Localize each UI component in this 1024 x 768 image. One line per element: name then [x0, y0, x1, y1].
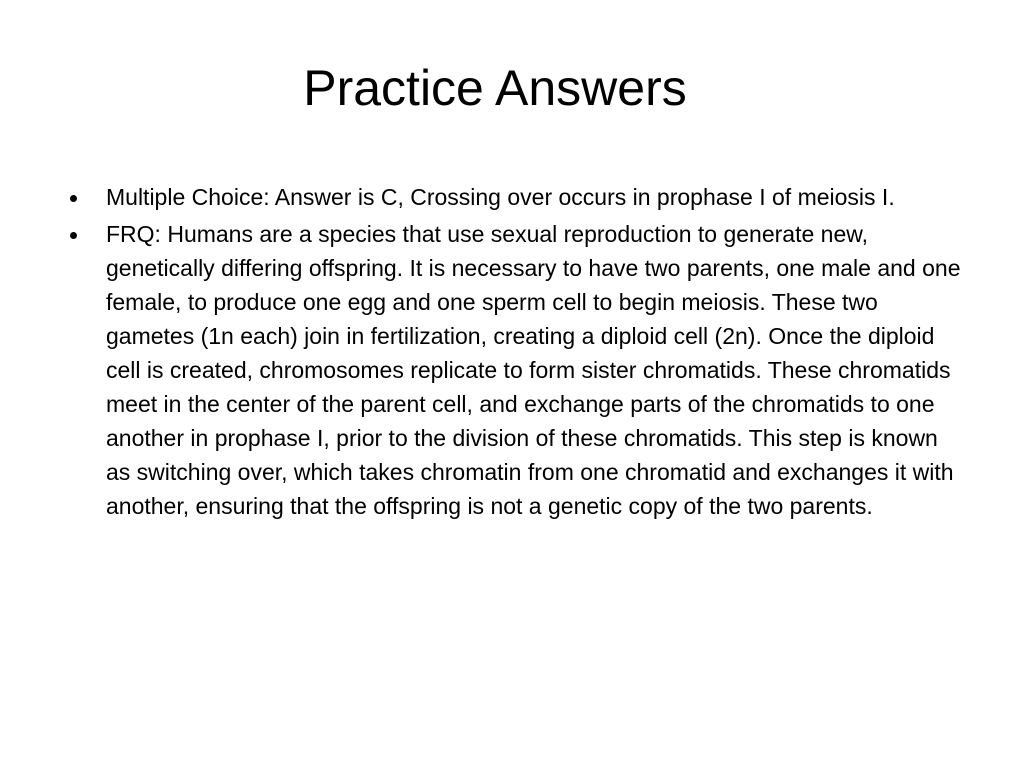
bullet-item-frq	[68, 217, 968, 523]
bullet-item-multiple-choice	[68, 180, 968, 214]
bullet-text: FRQ: Humans are a species that use sexual reproduction to generate new, genetically differing offspring. It is necessary to have two parents, one male and one female, to produce one egg and one sperm cell to begin meiosis. These two gametes (1n each) join in fertilization, creating a diploid cell (2n). Once the diploid cell is created, chromosomes replicate to form sister chromatids. These chromatids meet in the center of the parent cell, and exchange parts of the chromatids to one another in prophase I, prior to the division of these chromatids. This step is known as switching over, which takes chromatin from one chromatid and exchanges it with another, ensuring that the offspring is not a genetic copy of the two parents.	[106, 221, 961, 519]
bullet-dot-icon	[70, 232, 77, 239]
bullet-text: Multiple Choice: Answer is C, Crossing over occurs in prophase I of meiosis I.	[106, 184, 895, 210]
bullet-dot-icon	[70, 195, 77, 202]
bullet-list	[68, 180, 968, 526]
slide-title: Practice Answers	[303, 60, 687, 116]
